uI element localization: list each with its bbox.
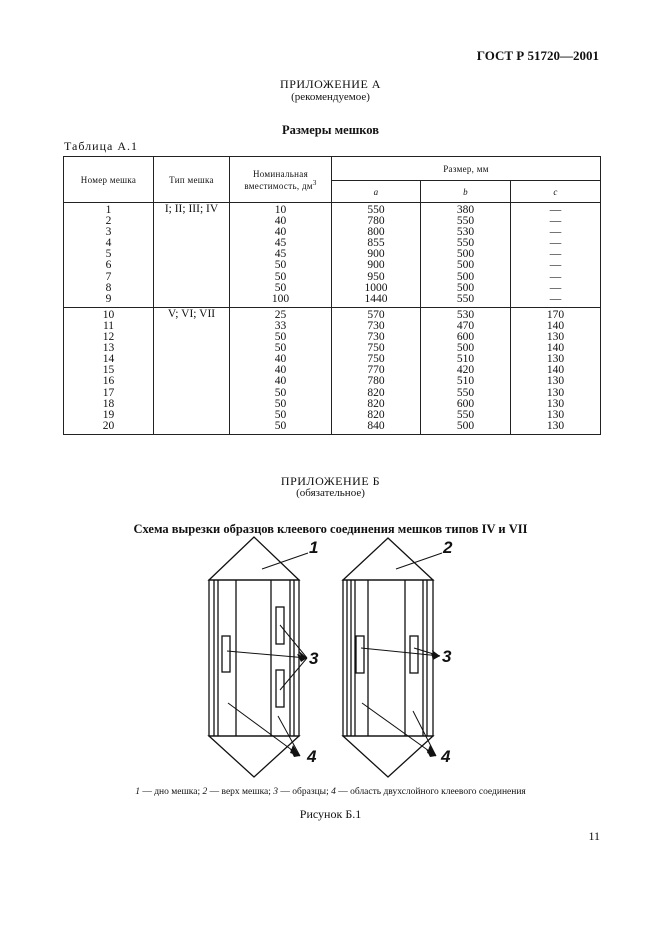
figure-legend: 1 — дно мешка; 2 — верх мешка; 3 — образцы; 4 — область двухслойного клеевого соединения: [135, 787, 526, 797]
appendix-b-heading: Схема вырезки образцов клеевого соединения мешков типов IV и VII: [133, 522, 528, 536]
page-number: 11: [588, 829, 600, 843]
group1-c: — — — — — — — — —: [511, 203, 601, 308]
group2-numbers: 10 11 12 13 14 15 16 17 18 19 20: [64, 307, 154, 434]
group2-c: 170 140 130 140 130 140 130 130 130 130 130: [511, 307, 601, 434]
label-3-right: 3: [442, 647, 452, 666]
header-size-a: a: [332, 181, 421, 203]
label-4-left: 4: [307, 747, 317, 766]
label-3-left: 3: [309, 649, 319, 668]
bag-sizes-table: [63, 156, 601, 435]
appendix-b-status: (обязательное): [296, 487, 365, 499]
header-volume: Номинальная вместимость, $дм^3$: [230, 157, 332, 203]
header-bag-number: Номер мешка: [64, 157, 154, 203]
header-bag-type: Тип мешка: [154, 157, 230, 203]
group1-b: 380 550 530 550 500 500 500 500 550: [421, 203, 511, 308]
appendix-a-status: (рекомендуемое): [291, 91, 370, 103]
group1-volumes: 10 40 40 45 45 50 50 50 100: [230, 203, 332, 308]
header-size-b: b: [421, 181, 511, 203]
appendix-a-title: ПРИЛОЖЕНИЕ А: [280, 77, 381, 91]
header-size: Размер, мм: [332, 157, 601, 181]
standard-code: ГОСТ Р 51720—2001: [476, 48, 599, 63]
header-size-c: c: [511, 181, 601, 203]
table-row-group-1: [64, 203, 601, 308]
figure-title: Рисунок Б.1: [299, 807, 362, 821]
group2-b: 530 470 600 500 510 420 510 550 600 550 500: [421, 307, 511, 434]
bag-left: [209, 537, 299, 777]
table-row-group-2: [64, 307, 601, 434]
table-label: Таблица А.1: [64, 139, 138, 153]
label-2: 2: [443, 538, 453, 557]
group2-type: V; VI; VII: [154, 307, 230, 434]
group1-a: 550 780 800 855 900 900 950 1000 1440: [332, 203, 421, 308]
group1-numbers: 1 2 3 4 5 6 7 8 9: [64, 203, 154, 308]
cutting-scheme-figure: [0, 530, 661, 780]
group1-type: I; II; III; IV: [154, 203, 230, 308]
label-1: 1: [309, 538, 319, 557]
appendix-b-title: ПРИЛОЖЕНИЕ Б: [280, 474, 381, 488]
bag-right: [343, 538, 433, 777]
label-4-right: 4: [441, 747, 451, 766]
appendix-a-heading: Размеры мешков: [282, 123, 379, 137]
group2-a: 570 730 730 750 750 770 780 820 820 820 840: [332, 307, 421, 434]
group2-volumes: 25 33 50 50 40 40 40 50 50 50 50: [230, 307, 332, 434]
